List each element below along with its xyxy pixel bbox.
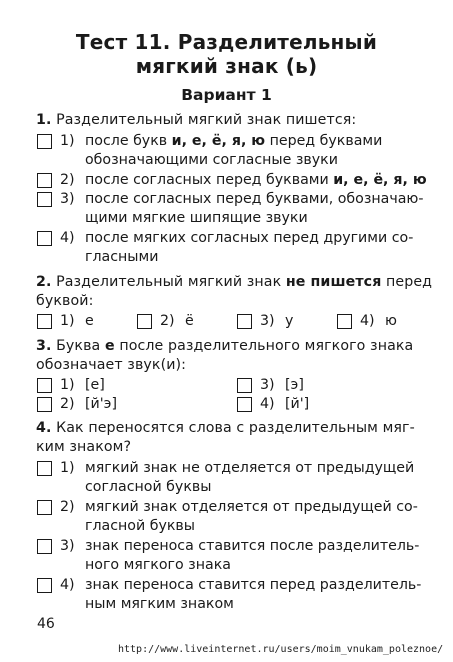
question-4-line2: ким знаком? (36, 439, 132, 455)
q4-option-1-line2: согласной буквы (85, 479, 212, 495)
q1-option-3-checkbox[interactable] (37, 192, 52, 207)
q2-option-1-number: 1) (60, 313, 75, 329)
q4-option-1-checkbox[interactable] (37, 461, 52, 476)
q4-option-4-line2: ным мягким знаком (85, 596, 234, 612)
q2-option-3-text: у (285, 313, 294, 329)
q4-option-3-checkbox[interactable] (37, 539, 52, 554)
question-4-line1 (36, 418, 415, 438)
q2-option-2-text: ё (185, 313, 194, 329)
q1-option-3-line1: после согласных перед буквами, обозначаю- (85, 191, 424, 207)
question-4-number: 4. (36, 420, 52, 436)
page-title-line2: мягкий знак (ь) (135, 54, 318, 78)
q3-option-4-checkbox[interactable] (237, 397, 252, 412)
q3-option-1-number: 1) (60, 377, 75, 393)
q1-option-1-number: 1) (60, 133, 75, 149)
q1-option-1-text-a: после букв (85, 133, 172, 149)
q4-option-3-line2: ного мягкого знака (85, 557, 231, 573)
q4-option-4-line1: знак переноса ставится перед разделитель- (85, 577, 422, 593)
question-1-number: 1. (36, 112, 52, 128)
question-3-line2: обозначает звук(и): (36, 357, 187, 373)
q3-option-2-number: 2) (60, 396, 75, 412)
q4-option-2-line1: мягкий знак отделяется от предыдущей со- (85, 499, 418, 515)
q3-option-1-checkbox[interactable] (37, 378, 52, 393)
q3-option-3-text: [э] (285, 377, 304, 393)
question-2-emphasis: не пишется (285, 274, 382, 290)
question-1-prompt: Разделительный мягкий знак пишется: (56, 112, 357, 128)
q4-option-1-number: 1) (60, 460, 75, 476)
q4-option-3-line1: знак переноса ставится после разделитель- (85, 538, 420, 554)
q1-option-1-checkbox[interactable] (37, 134, 52, 149)
q4-option-4-checkbox[interactable] (37, 578, 52, 593)
q2-option-3-checkbox[interactable] (237, 314, 252, 329)
q2-option-4-number: 4) (360, 313, 375, 329)
q3-option-2-checkbox[interactable] (37, 397, 52, 412)
q1-option-1-text-c: перед буквами (265, 133, 383, 149)
q2-option-1-text: е (85, 313, 94, 329)
q4-option-2-line2: гласной буквы (85, 518, 195, 534)
q1-option-4-checkbox[interactable] (37, 231, 52, 246)
q1-option-2-number: 2) (60, 172, 75, 188)
q1-option-4-line1: после мягких согласных перед другими со- (85, 230, 414, 246)
question-3-number: 3. (36, 338, 52, 354)
q1-option-2-checkbox[interactable] (37, 173, 52, 188)
question-2-text-c: перед (381, 274, 433, 290)
q4-option-3-number: 3) (60, 538, 75, 554)
question-3-text-c: после разделительного мягкого знака (114, 338, 414, 354)
q2-option-1-checkbox[interactable] (37, 314, 52, 329)
q1-option-4-line2: гласными (85, 249, 159, 265)
question-2-text-a: Разделительный мягкий знак (56, 274, 286, 290)
q4-option-2-number: 2) (60, 499, 75, 515)
q4-option-4-number: 4) (60, 577, 75, 593)
page-number: 46 (37, 616, 55, 632)
q1-option-1-line1 (85, 131, 382, 151)
q1-option-2-letters: и, е, ё, я, ю (333, 172, 427, 188)
q3-option-1-text: [е] (85, 377, 105, 393)
q2-option-3-number: 3) (260, 313, 275, 329)
q3-option-3-checkbox[interactable] (237, 378, 252, 393)
question-4-text: Как переносятся слова с разделительным мяг- (56, 420, 415, 436)
q3-option-2-text: [й'э] (85, 396, 117, 412)
question-3-letter: е (104, 338, 115, 354)
q3-option-3-number: 3) (260, 377, 275, 393)
variant-heading: Вариант 1 (181, 86, 272, 104)
q3-option-4-text: [й'] (285, 396, 310, 412)
q3-option-4-number: 4) (260, 396, 275, 412)
q1-option-3-line2: щими мягкие шипящие звуки (85, 210, 308, 226)
q1-option-1-line2: обозначающими согласные звуки (85, 152, 338, 168)
question-1-text (36, 110, 356, 130)
q1-option-1-letters: и, е, ё, я, ю (171, 133, 266, 149)
q4-option-2-checkbox[interactable] (37, 500, 52, 515)
question-3-line1 (36, 336, 413, 356)
q2-option-4-text: ю (385, 313, 397, 329)
question-2-line2: буквой: (36, 293, 94, 309)
q1-option-4-number: 4) (60, 230, 75, 246)
page-title-line1: Тест 11. Разделительный (75, 30, 378, 54)
q2-option-2-number: 2) (160, 313, 175, 329)
q4-option-1-line1: мягкий знак не отделяется от предыдущей (85, 460, 415, 476)
q1-option-2-text-a: после согласных перед буквами (85, 172, 334, 188)
q1-option-3-number: 3) (60, 191, 75, 207)
q2-option-2-checkbox[interactable] (137, 314, 152, 329)
question-2-line1 (36, 272, 432, 292)
q2-option-4-checkbox[interactable] (337, 314, 352, 329)
question-2-number: 2. (36, 274, 52, 290)
source-url: http://www.liveinternet.ru/users/moim_vnukam_poleznoe/ (118, 644, 444, 655)
question-3-text-a: Буква (56, 338, 105, 354)
q1-option-2-line1 (85, 170, 427, 190)
